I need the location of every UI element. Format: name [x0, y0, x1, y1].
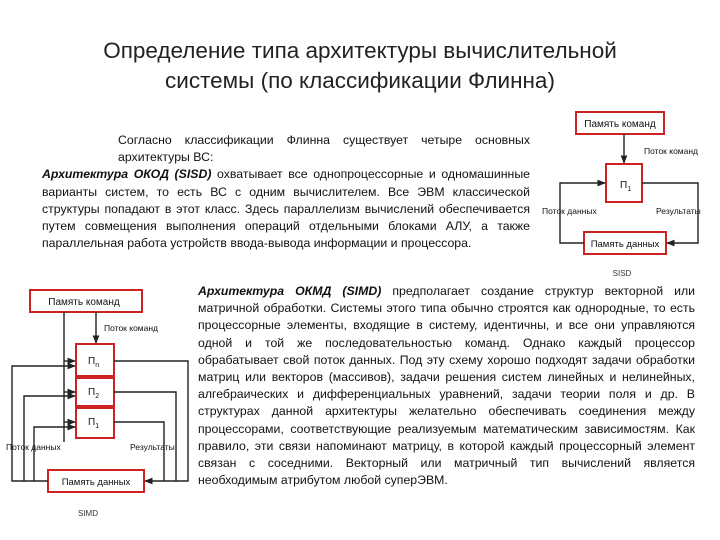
simd-processor-2-label: $П_2$	[88, 387, 100, 400]
title-line-1: Определение типа архитектуры вычислительной	[103, 38, 617, 63]
sisd-data-stream-label: Поток данных	[542, 206, 597, 216]
simd-data-stream-label: Поток данных	[6, 442, 61, 452]
sisd-diagram	[538, 108, 710, 280]
sisd-term: Архитектура ОКОД (SISD)	[42, 167, 212, 182]
simd-caption: SIMD	[78, 509, 98, 518]
simd-term: Архитектура ОКМД (SIMD)	[198, 284, 382, 298]
sisd-instr-memory-label: Память команд	[584, 119, 656, 130]
sisd-data-memory-label: Память данных	[590, 239, 660, 250]
simd-processor-1-label: $П_1$	[88, 417, 100, 430]
simd-results-label: Результаты	[130, 442, 175, 452]
sisd-caption: SISD	[612, 269, 632, 278]
simd-processor-n-label: $П_n$	[88, 356, 100, 369]
paragraph-simd	[198, 283, 695, 489]
paragraph-sisd	[42, 132, 530, 252]
simd-data-memory-label: Память данных	[61, 477, 131, 488]
simd-instr-memory-label: Память команд	[48, 297, 120, 308]
slide-title	[40, 36, 680, 96]
sisd-processor-label: $П_1$	[620, 180, 632, 193]
sisd-description: охватывает все однопроцессорные и одномашинные варианты систем, то есть ВС с одним вычислителем. Все ЭВМ классической структуры попадают в этот класс. Здесь параллелизм вычислений обеспечивается путем совмещения выполнения операций отдельными блоками АЛУ, а также параллельная работа устройств ввода-вывода информации и процессора.	[42, 167, 530, 251]
sisd-results-label: Результаты	[656, 206, 701, 216]
sisd-instr-stream-label: Поток команд	[644, 146, 699, 156]
simd-instr-stream-label: Поток команд	[104, 323, 159, 333]
title-line-2: системы (по классификации Флинна)	[165, 68, 555, 93]
simd-description: предполагает создание структур векторной или матричной обработки. Системы этого типа обычно строятся как однородные, то есть процессорные элементы, входящие в систему, идентичны, и все они управляются одной и той же последовательностью команд. Однако каждый процессор обрабатывает свой поток данных. Под эту схему хорошо подходят задачи обработки матриц или векторов (массивов), задачи решения систем линейных и нелинейных, алгебраических и дифференциальных уравнений, задачи теории поля и др. В структурах данной архитектуры желательно обеспечивать соединения между процессорами, соответствующие реализуемым математическим зависимостям. Как правило, эти связи напоминают матрицу, в которой каждый процессорный элемент связан с соседними. Векторный или матричный тип вычислений является необходимым атрибутом любой суперЭВМ.	[198, 284, 696, 488]
intro-text: Согласно классификации Флинна существует четыре основных архитектуры ВС:	[118, 133, 530, 165]
simd-diagram	[4, 282, 198, 524]
